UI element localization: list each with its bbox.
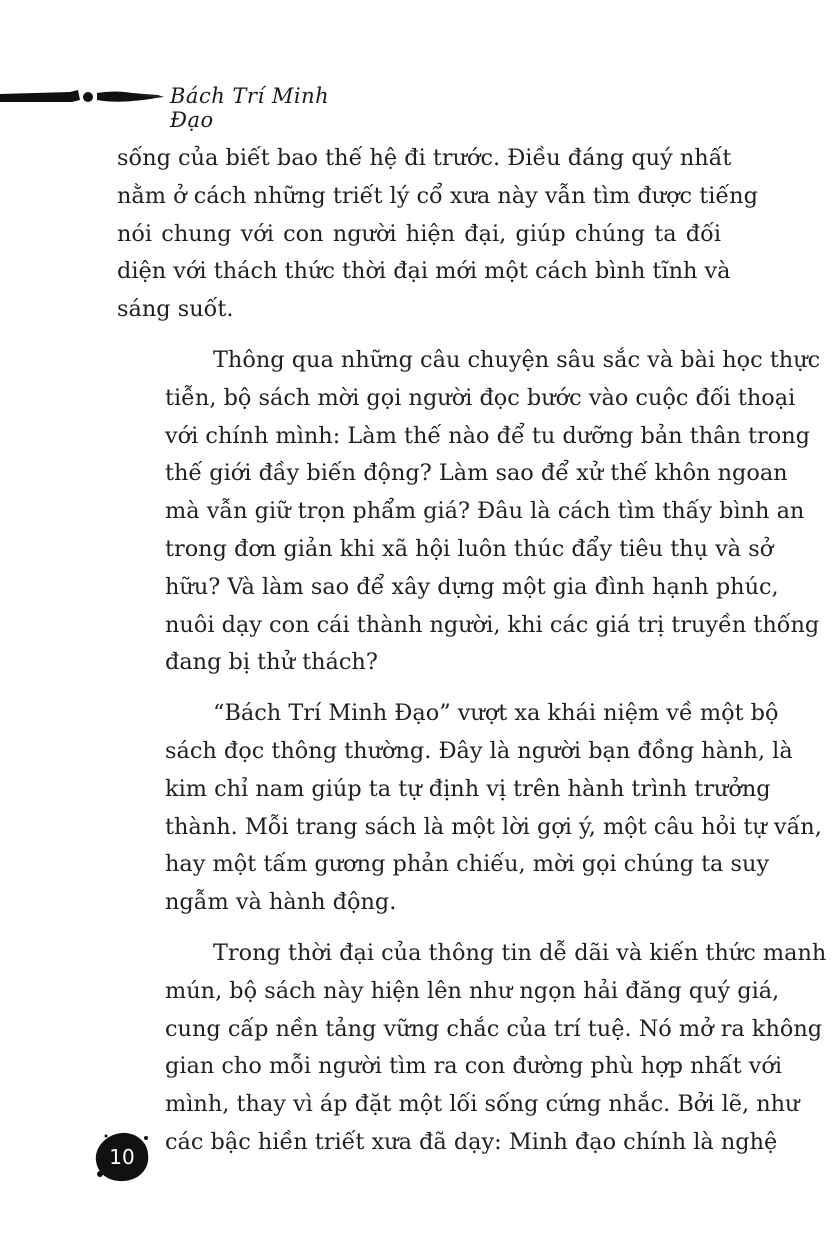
text-line: nuôi dạy con cái thành người, khi các giá trị truyền thống — [165, 611, 820, 638]
text-line: diện với thách thức thời đại mới một cách bình tĩnh và — [117, 258, 731, 285]
text-line: nằm ở cách những triết lý cổ xưa này vẫn tìm được tiếng — [117, 182, 758, 209]
text-line: nói chung với con người hiện đại, giúp chúng ta đối — [117, 220, 721, 247]
paragraph-1 — [117, 140, 758, 329]
header-title: Bách Trí Minh Đạo — [170, 84, 330, 132]
body-text — [117, 140, 827, 1175]
text-line: sách đọc thông thường. Đây là người bạn đồng hành, là — [165, 737, 793, 764]
text-line: kim chỉ nam giúp ta tự định vị trên hành trình trưởng — [165, 775, 771, 802]
paragraph-2 — [117, 342, 821, 682]
paragraph-3 — [117, 695, 822, 922]
text-line: hữu? Và làm sao để xây dựng một gia đình hạnh phúc, — [165, 573, 779, 600]
text-line: mình, thay vì áp đặt một lối sống cứng nhắc. Bởi lẽ, như — [165, 1091, 800, 1118]
text-line: sống của biết bao thế hệ đi trước. Điều đáng quý nhất — [117, 145, 732, 171]
text-line: Thông qua những câu chuyện sâu sắc và bài học thực — [213, 346, 821, 373]
text-line: trong đơn giản khi xã hội luôn thúc đẩy tiêu thụ và sở — [165, 535, 774, 562]
text-line: Trong thời đại của thông tin dễ dãi và kiến thức manh — [213, 939, 827, 966]
text-line: thế giới đầy biến động? Làm sao để xử thế khôn ngoan — [165, 460, 788, 487]
text-line: thành. Mỗi trang sách là một lời gợi ý, một câu hỏi tự vấn, — [165, 813, 822, 840]
brush-stroke-ornament — [0, 78, 170, 124]
text-line: “Bách Trí Minh Đạo” vượt xa khái niệm về một bộ — [213, 700, 779, 727]
text-line: cung cấp nền tảng vững chắc của trí tuệ. Nó mở ra không — [165, 1015, 823, 1042]
page-number-badge — [92, 1130, 152, 1184]
running-header — [0, 78, 360, 132]
text-line: gian cho mỗi người tìm ra con đường phù hợp nhất với — [165, 1053, 783, 1080]
text-line: tiễn, bộ sách mời gọi người đọc bước vào cuộc đối thoại — [165, 384, 796, 411]
page-number: 10 — [109, 1145, 135, 1169]
text-line: mà vẫn giữ trọn phẩm giá? Đâu là cách tìm thấy bình an — [165, 498, 805, 525]
text-line: ngẫm và hành động. — [165, 889, 397, 916]
text-line: mún, bộ sách này hiện lên như ngọn hải đăng quý giá, — [165, 977, 780, 1004]
text-line: đang bị thử thách? — [165, 649, 378, 676]
paragraph-4 — [117, 935, 827, 1162]
text-line: hay một tấm gương phản chiếu, mời gọi chúng ta suy — [165, 851, 770, 878]
text-line: các bậc hiền triết xưa đã dạy: Minh đạo chính là nghệ — [165, 1128, 778, 1155]
text-line: với chính mình: Làm thế nào để tu dưỡng bản thân trong — [165, 422, 810, 449]
text-line: sáng suốt. — [117, 296, 234, 323]
